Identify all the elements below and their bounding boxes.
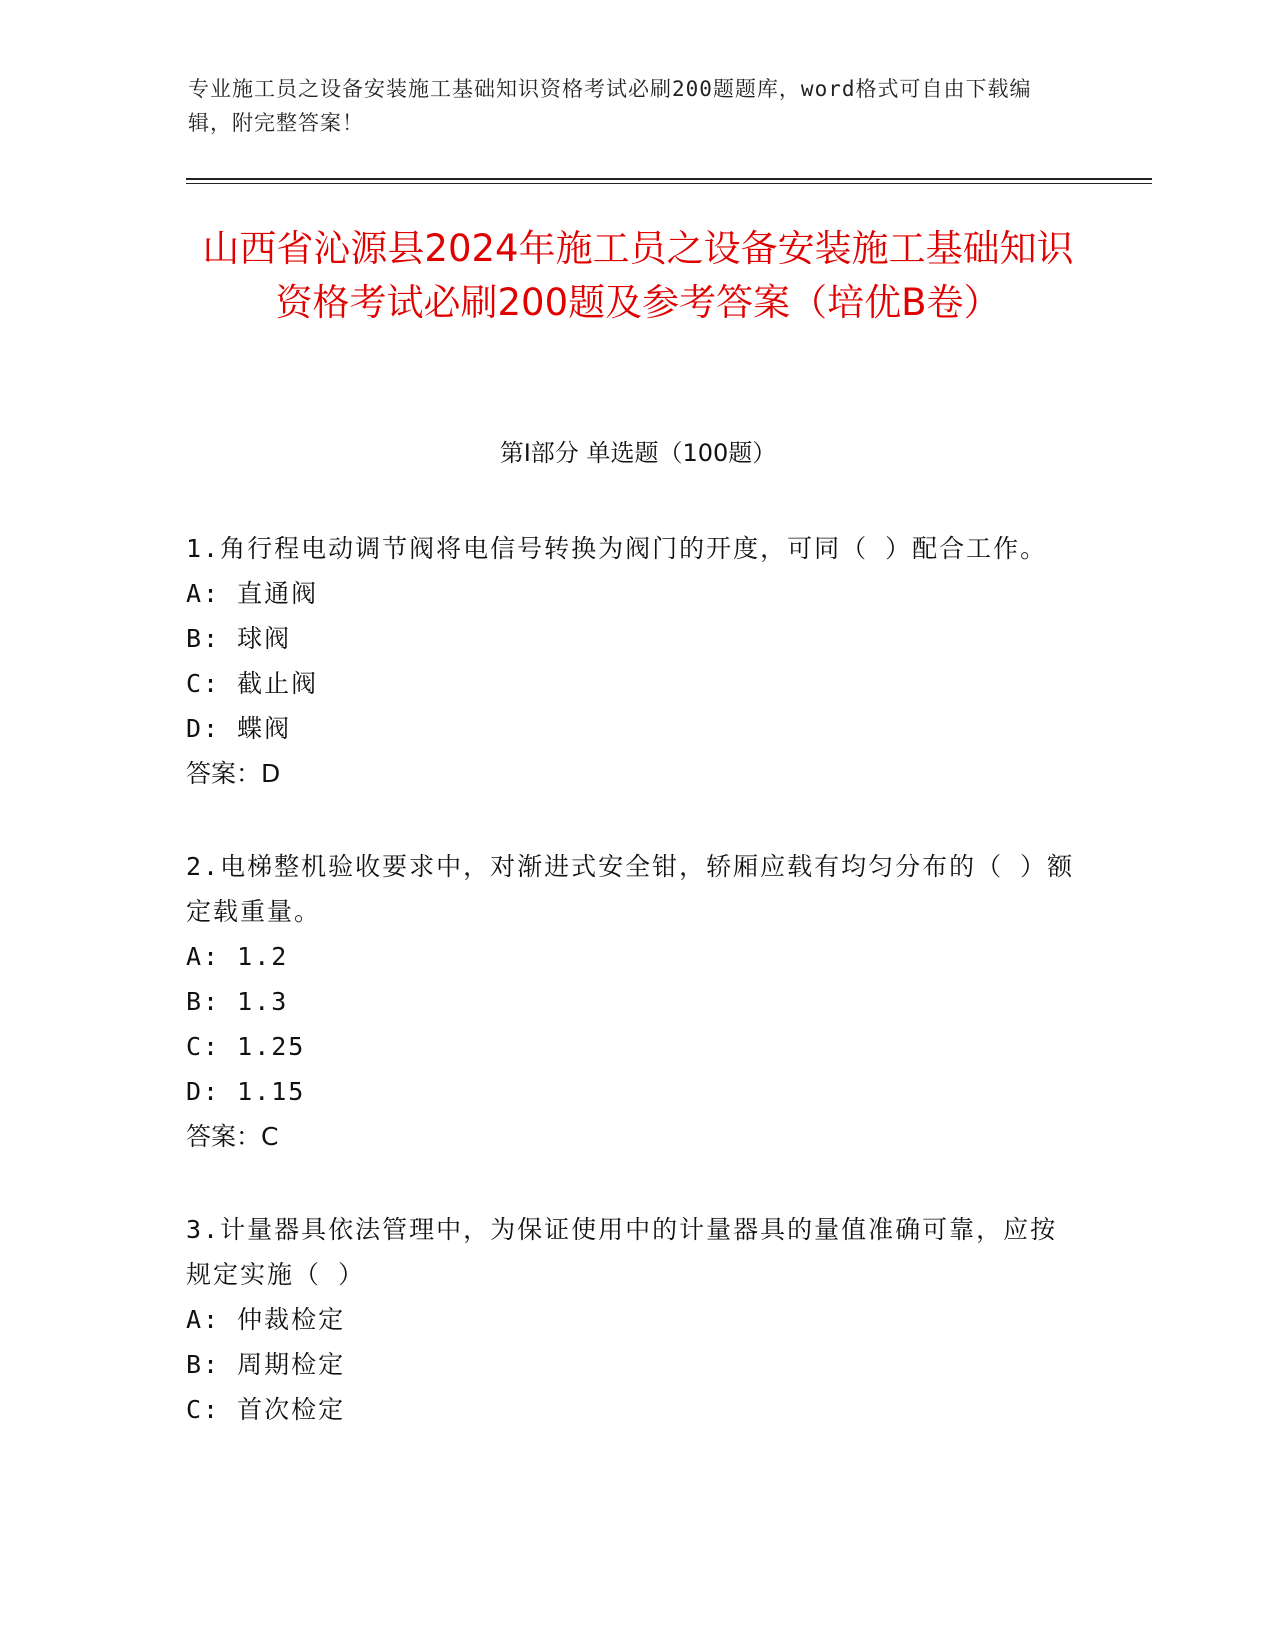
option-a: A: 1.2 (186, 942, 289, 971)
option-c: C: 截止阀 (186, 669, 319, 698)
option-b: B: 周期检定 (186, 1350, 346, 1379)
option-b: B: 1.3 (186, 987, 289, 1016)
option-a: A: 直通阀 (186, 579, 319, 608)
answer: 答案：D (186, 759, 281, 788)
question-list (186, 526, 1076, 1480)
question-1 (186, 526, 1076, 796)
section-title: 第Ⅰ部分 单选题（100题） (499, 439, 777, 467)
question-stem: 1.角行程电动调节阀将电信号转换为阀门的开度，可同（ ）配合工作。 (186, 534, 1048, 563)
option-d: D: 1.15 (186, 1077, 306, 1106)
answer: 答案：C (186, 1122, 279, 1151)
question-2 (186, 844, 1076, 1159)
option-a: A: 仲裁检定 (186, 1305, 346, 1334)
question-stem: 2.电梯整机验收要求中，对渐进式安全钳，轿厢应载有均匀分布的（ ）额定载重量。 (186, 852, 1075, 926)
option-b: B: 球阀 (186, 624, 292, 653)
header-note: 专业施工员之设备安装施工基础知识资格考试必刷200题题库，word格式可自由下载编辑，附完整答案！ (188, 77, 1032, 135)
option-c: C: 首次检定 (186, 1395, 346, 1424)
document-title: 山西省沁源县2024年施工员之设备安装施工基础知识资格考试必刷200题及参考答案（培优B卷） (202, 227, 1074, 324)
option-d: D: 蝶阀 (186, 714, 292, 743)
header-divider-thick (186, 178, 1152, 180)
question-stem: 3.计量器具依法管理中，为保证使用中的计量器具的量值准确可靠，应按规定实施（ ） (186, 1215, 1058, 1289)
header-divider-thin (186, 183, 1152, 184)
question-3 (186, 1207, 1076, 1432)
option-c: C: 1.25 (186, 1032, 306, 1061)
